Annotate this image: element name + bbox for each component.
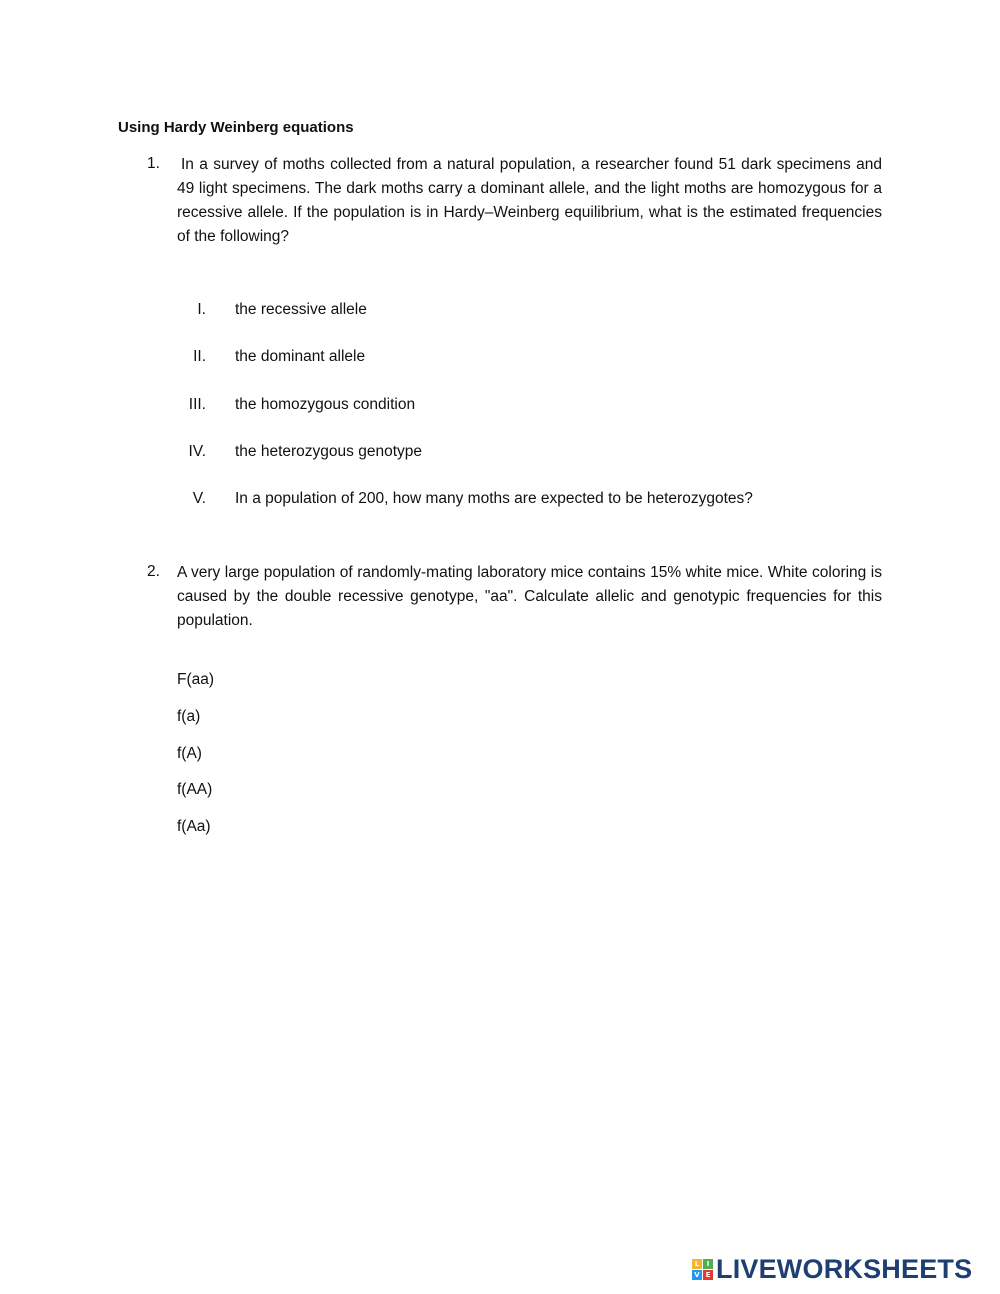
sub-item-numeral: I. [197, 301, 206, 318]
logo-text: LIVEWORKSHEETS [716, 1253, 973, 1284]
sub-item-text: the homozygous condition [235, 396, 416, 413]
sub-item-text: In a population of 200, how many moths are expected to be heterozygotes? [235, 490, 753, 507]
sub-item [150, 487, 850, 511]
frequency-label: F(aa) [177, 671, 215, 688]
sub-item [150, 440, 850, 464]
logo-mark-letter: I [703, 1259, 713, 1269]
sub-item-text: the recessive allele [235, 301, 367, 318]
sub-item-numeral: III. [188, 396, 206, 413]
question-2-number: 2. [147, 563, 160, 580]
logo-mark-letter: E [703, 1270, 713, 1280]
frequency-label: f(A) [177, 745, 202, 762]
frequency-label: f(AA) [177, 781, 213, 798]
logo-mark-icon [692, 1259, 713, 1280]
worksheet-title: Using Hardy Weinberg equations [118, 119, 354, 136]
sub-item-numeral: IV. [188, 443, 206, 460]
frequency-label: f(a) [177, 708, 201, 725]
frequency-label: f(Aa) [177, 818, 211, 835]
question-1-text: In a survey of moths collected from a natural population, a researcher found 51 dark specimens and 49 light specimens. The dark moths carry a dominant allele, and the light moths are homozygous for a recessive allele. If the population is in Hardy–Weinberg equilibrium, what is the estimated frequencies of the following? [177, 156, 882, 245]
sub-item [150, 345, 850, 369]
sub-item-text: the heterozygous genotype [235, 443, 422, 460]
sub-item-numeral: II. [193, 348, 206, 365]
question-1-number: 1. [147, 155, 160, 172]
sub-item [150, 298, 850, 322]
question-2-text: A very large population of randomly-mating laboratory mice contains 15% white mice. White coloring is caused by the double recessive genotype, "aa". Calculate allelic and genotypic frequencies for this population. [177, 564, 882, 629]
liveworksheets-logo [692, 1254, 972, 1284]
sub-item-numeral: V. [192, 490, 206, 507]
logo-mark-letter: V [692, 1270, 702, 1280]
logo-mark-letter: L [692, 1259, 702, 1269]
sub-item [150, 393, 850, 417]
sub-item-text: the dominant allele [235, 348, 366, 365]
